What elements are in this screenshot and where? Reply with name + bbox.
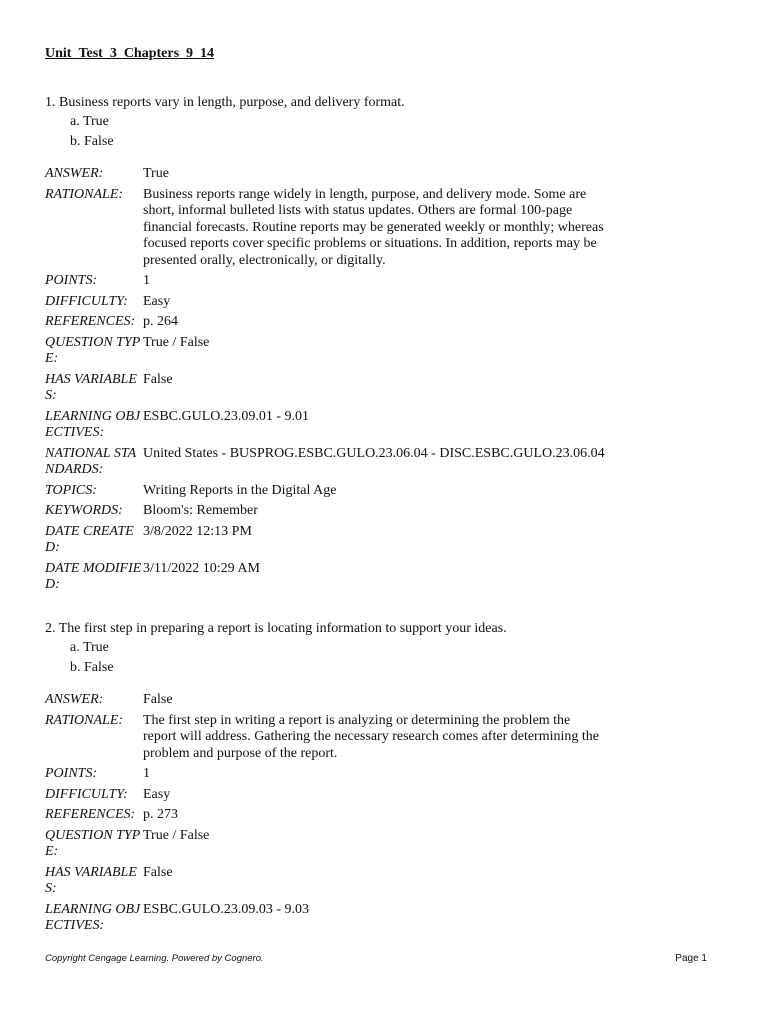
- question-metadata: [45, 692, 605, 935]
- meta-label: REFERENCES:: [45, 314, 136, 329]
- meta-label: POINTS:: [45, 766, 98, 781]
- meta-label: QUESTION TYPE:: [45, 334, 141, 366]
- meta-value: True: [143, 166, 169, 181]
- meta-value: 1: [143, 273, 150, 288]
- meta-has-variables: [45, 372, 605, 405]
- meta-label: RATIONALE:: [45, 712, 124, 728]
- meta-national-standards: [45, 446, 605, 479]
- choice-false: b. False: [70, 134, 114, 149]
- meta-value: False: [143, 864, 173, 880]
- meta-value: Bloom's: Remember: [143, 503, 258, 518]
- meta-label: POINTS:: [45, 273, 98, 288]
- meta-label: LEARNING OBJECTIVES:: [45, 901, 141, 933]
- question-stem: 2. The first step in preparing a report is locating information to support your ideas.: [45, 621, 507, 636]
- meta-keywords: [45, 503, 605, 520]
- meta-label: DATE CREATED:: [45, 523, 134, 555]
- meta-topics: [45, 483, 605, 500]
- meta-value: True / False: [143, 827, 210, 843]
- meta-label: DIFFICULTY:: [45, 293, 128, 309]
- meta-label: KEYWORDS:: [45, 503, 123, 518]
- answer-choices: [70, 112, 605, 152]
- choice-true: a. True: [70, 114, 109, 129]
- meta-label: REFERENCES:: [45, 807, 136, 822]
- footer-copyright: Copyright Cengage Learning. Powered by Cognero.: [45, 953, 264, 964]
- footer-page-number: Page 1: [675, 953, 707, 964]
- meta-has-variables: [45, 865, 605, 898]
- meta-date-created: [45, 524, 605, 557]
- meta-value: ESBC.GULO.23.09.01 - 9.01: [143, 408, 310, 424]
- meta-answer: [45, 692, 605, 709]
- meta-label: ANSWER:: [45, 166, 104, 181]
- page-title: Unit_Test_3_Chapters_9_14: [45, 46, 215, 61]
- meta-value: True / False: [143, 334, 210, 350]
- meta-value: False: [143, 692, 173, 707]
- meta-value: False: [143, 371, 173, 387]
- meta-label: NATIONAL STANDARDS:: [45, 445, 137, 477]
- meta-references: [45, 807, 605, 824]
- meta-points: [45, 766, 605, 783]
- meta-difficulty: [45, 294, 605, 311]
- meta-label: HAS VARIABLES:: [45, 864, 137, 896]
- meta-value: Writing Reports in the Digital Age: [143, 482, 337, 498]
- meta-value: 3/11/2022 10:29 AM: [143, 560, 260, 576]
- meta-value: 1: [143, 766, 150, 781]
- meta-label: RATIONALE:: [45, 186, 124, 202]
- meta-label: DIFFICULTY:: [45, 786, 128, 802]
- meta-learning-objectives: [45, 902, 605, 935]
- question-stem: 1. Business reports vary in length, purpose, and delivery format.: [45, 95, 405, 110]
- meta-value: ESBC.GULO.23.09.03 - 9.03: [143, 901, 310, 917]
- meta-references: [45, 314, 605, 331]
- meta-points: [45, 273, 605, 290]
- meta-value: 3/8/2022 12:13 PM: [143, 523, 252, 539]
- meta-label: DATE MODIFIED:: [45, 560, 142, 592]
- meta-question-type: [45, 828, 605, 861]
- meta-value: Easy: [143, 786, 171, 802]
- choice-false: b. False: [70, 660, 114, 675]
- meta-question-type: [45, 335, 605, 368]
- meta-answer: [45, 166, 605, 183]
- meta-date-modified: [45, 561, 605, 594]
- choice-true: a. True: [70, 640, 109, 655]
- meta-label: TOPICS:: [45, 482, 97, 498]
- meta-value: p. 264: [143, 314, 178, 329]
- meta-label: LEARNING OBJECTIVES:: [45, 408, 141, 440]
- answer-choices: [70, 638, 605, 678]
- meta-label: ANSWER:: [45, 692, 104, 707]
- question-metadata: [45, 166, 605, 594]
- meta-value: p. 273: [143, 807, 178, 822]
- meta-label: QUESTION TYPE:: [45, 827, 141, 859]
- meta-label: HAS VARIABLES:: [45, 371, 137, 403]
- meta-rationale: [45, 187, 605, 270]
- meta-value: Business reports range widely in length, purpose, and delivery mode. Some are short, informal bulleted lists with status updates. Others are formal 100-page financial forecasts. Routine reports may be generated weekly or monthly; whereas focused reports cover specific problems or situations. In addition, reports may be presented orally, electronically, or digitally.: [143, 186, 604, 268]
- question-1: [45, 94, 605, 598]
- meta-value: United States - BUSPROG.ESBC.GULO.23.06.04 - DISC.ESBC.GULO.23.06.04: [143, 445, 605, 461]
- meta-learning-objectives: [45, 409, 605, 442]
- meta-value: The first step in writing a report is analyzing or determining the problem the report will address. Gathering the necessary research comes after determining the problem and purpose of the report.: [143, 712, 599, 761]
- meta-difficulty: [45, 787, 605, 804]
- meta-rationale: [45, 713, 605, 763]
- question-2: [45, 620, 605, 939]
- meta-value: Easy: [143, 293, 171, 309]
